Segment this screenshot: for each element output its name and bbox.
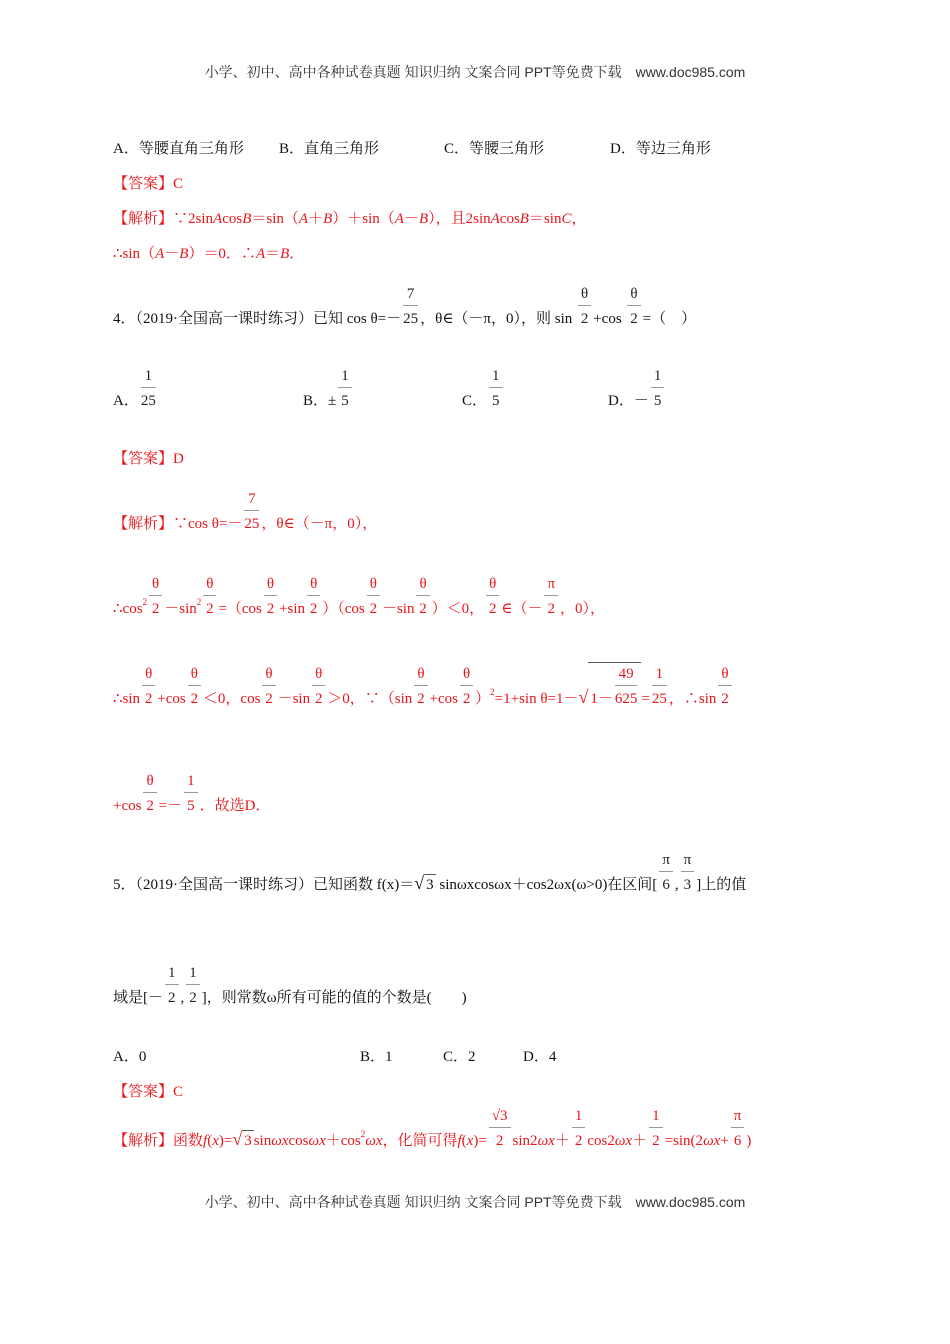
numerator: π	[681, 849, 695, 872]
fraction	[188, 663, 201, 709]
fraction	[489, 365, 503, 411]
text-run: =1+sin θ=1－	[494, 691, 579, 707]
denominator: 2	[266, 601, 275, 617]
numerator: θ	[143, 770, 156, 793]
denominator: 5	[653, 393, 662, 409]
text-run: ]，则常数ω所有可能的值的个数是( )	[201, 990, 467, 1006]
text-run: (	[461, 1133, 467, 1149]
text-run: +cos	[157, 691, 186, 707]
math-variable: A	[255, 246, 266, 262]
denominator: 2	[721, 691, 729, 707]
math-variable: ωx	[365, 1133, 383, 1149]
text-run: =（ ）	[642, 311, 697, 327]
numerator: 1	[141, 365, 156, 388]
fraction	[143, 770, 156, 816]
numerator: θ	[627, 283, 640, 306]
math-variable: A	[298, 211, 309, 227]
denominator: 2	[369, 601, 378, 617]
denominator: 2	[314, 691, 323, 707]
text-run: ），且2sin	[428, 211, 491, 227]
analysis-q4-line2	[113, 573, 605, 619]
numerator: θ	[460, 663, 473, 686]
text-run: －sin	[164, 601, 197, 617]
analysis-q3-line2	[113, 244, 304, 264]
math-variable: B	[323, 211, 333, 227]
text-run: ，θ∈（－π，0），则 sin	[420, 311, 577, 327]
fraction	[186, 962, 200, 1008]
denominator: 2	[309, 601, 318, 617]
denominator: 625	[614, 691, 638, 707]
fraction	[165, 962, 179, 1008]
denominator: 2	[206, 601, 214, 617]
text-run: ∴cos	[113, 601, 143, 617]
math-variable: B	[519, 211, 529, 227]
text-run: ）（cos	[322, 601, 365, 617]
numerator: 1	[651, 365, 665, 388]
text-run: )=	[473, 1133, 487, 1149]
text-run: ＜0，cos	[202, 691, 261, 707]
denominator: 2	[547, 601, 555, 617]
text-run: 域是[－	[113, 990, 163, 1006]
text-run: －	[164, 246, 180, 262]
fraction	[651, 365, 665, 411]
analysis-q4-line3	[113, 662, 734, 709]
text-run: 【答案】C	[113, 1084, 184, 1100]
text-run: B．直角三角形	[279, 141, 380, 157]
numerator: 1	[652, 663, 667, 686]
text-run: sinωxcosωx＋cos2ωx(ω>0)在区间[	[435, 877, 658, 893]
text-run: ，	[571, 211, 587, 227]
text-run: C．2	[443, 1049, 476, 1065]
text-run: ）	[475, 691, 491, 707]
math-variable: C	[561, 211, 572, 227]
text-run: A．	[113, 393, 139, 409]
text-run: ）＝0．∴	[188, 246, 256, 262]
text-run: D．4	[523, 1049, 557, 1065]
fraction	[544, 573, 558, 619]
radicand	[242, 1130, 254, 1151]
fraction	[414, 663, 427, 709]
numerator: θ	[718, 663, 731, 686]
numerator: 1	[184, 770, 198, 793]
text-run: A．等腰直角三角形	[113, 141, 244, 157]
answer-q3	[113, 174, 183, 194]
q5-option-b	[360, 1047, 393, 1067]
numerator: θ	[203, 573, 216, 596]
fraction	[403, 283, 418, 329]
text-run: 【解析】∵cos θ=－	[113, 516, 243, 532]
fraction	[367, 573, 380, 619]
page-footer: 小学、初中、高中各种试卷真题 知识归纳 文案合同 PPT等免费下载 www.doc985.com	[204, 1194, 746, 1210]
text-run: cos	[288, 1133, 309, 1149]
fraction	[486, 573, 499, 619]
math-variable: A	[155, 246, 165, 262]
math-variable: f	[203, 1133, 208, 1149]
denominator: 6	[733, 1133, 742, 1149]
text-run: ＝sin	[528, 211, 562, 227]
text-run: －sin	[381, 601, 415, 617]
superscript: 2	[196, 597, 202, 607]
answer-q5	[113, 1082, 183, 1102]
numerator: θ	[312, 663, 325, 686]
numerator: 1	[572, 1105, 586, 1128]
text-run: =（cos	[218, 601, 262, 617]
fraction	[718, 663, 731, 709]
text-run: )	[746, 1133, 752, 1149]
page-header: 小学、初中、高中各种试卷真题 知识归纳 文案合同 PPT等免费下载 www.doc985.com	[204, 64, 746, 80]
radical-sign-icon: √	[578, 687, 589, 707]
numerator: θ	[578, 283, 591, 306]
fraction	[615, 663, 638, 709]
text-run: +sin	[279, 601, 306, 617]
q4-option-d	[608, 365, 666, 411]
denominator: 2	[146, 798, 154, 814]
text-run: cos	[222, 211, 243, 227]
fraction	[578, 283, 591, 329]
numerator: θ	[149, 573, 162, 596]
denominator: 2	[489, 601, 497, 617]
text-run: cos	[499, 211, 520, 227]
text-run: ）＜0，	[431, 601, 485, 617]
numerator: θ	[307, 573, 320, 596]
math-variable: B	[280, 246, 290, 262]
text-run: ，θ∈（－π，0），	[261, 516, 378, 532]
text-run: ＝	[265, 246, 281, 262]
fraction	[416, 573, 429, 619]
text-run: ，∴sin	[668, 691, 717, 707]
denominator: 2	[630, 311, 638, 327]
numerator: 1	[489, 365, 503, 388]
q5-option-a	[113, 1047, 146, 1067]
option-b	[279, 139, 379, 159]
fraction	[489, 1105, 511, 1151]
text-run: 【解析】函数	[113, 1133, 204, 1149]
math-variable: A	[394, 211, 404, 227]
radicand	[424, 874, 436, 895]
analysis-q5	[113, 1105, 751, 1151]
square-root	[579, 662, 642, 709]
text-run: +cos	[113, 798, 142, 814]
text-run: ,	[180, 990, 185, 1006]
fraction	[262, 663, 275, 709]
denominator: 2	[417, 691, 425, 707]
fraction	[649, 1105, 663, 1151]
text-run: ]上的值	[696, 877, 747, 893]
text-run: ＋cos	[325, 1133, 361, 1149]
text-run: －	[403, 211, 419, 227]
numerator: 1	[186, 962, 200, 985]
numerator: 7	[244, 488, 259, 511]
math-variable: A	[213, 211, 223, 227]
numerator: θ	[414, 663, 427, 686]
numerator: π	[659, 849, 673, 872]
denominator: 25	[244, 516, 260, 532]
text-run: +cos	[429, 691, 458, 707]
text-run: +cos	[593, 311, 626, 327]
math-variable: x	[212, 1133, 219, 1149]
text-run: ，0），	[560, 601, 606, 617]
text-run: ＋	[308, 211, 324, 227]
denominator: 5	[341, 393, 349, 409]
text-run: ．	[289, 246, 305, 262]
denominator: 2	[462, 691, 471, 707]
text-run: 1－	[590, 691, 613, 707]
text-run: D．	[608, 393, 634, 409]
fraction	[572, 1105, 586, 1151]
numerator: √3	[489, 1105, 511, 1128]
fraction	[731, 1105, 745, 1151]
question-4	[113, 283, 696, 329]
denominator: 25	[403, 311, 419, 327]
fraction	[307, 573, 320, 619]
denominator: 2	[419, 601, 427, 617]
analysis-q4-line1	[113, 488, 377, 534]
numerator: 7	[403, 283, 418, 306]
text-run: =	[641, 691, 650, 707]
answer-q4	[113, 449, 184, 469]
text-run: =	[158, 798, 168, 814]
denominator: 2	[190, 691, 199, 707]
option-a	[113, 139, 244, 159]
text-run: ∈（	[501, 601, 528, 617]
text-run: ,	[674, 877, 679, 893]
analysis-q3-line1	[113, 209, 587, 229]
text-run: －	[633, 393, 649, 409]
text-run: 【答案】C	[113, 176, 184, 192]
denominator: 2	[652, 1133, 660, 1149]
math-variable: x	[466, 1133, 474, 1149]
text-run: －	[527, 601, 543, 617]
denominator: 25	[651, 691, 667, 707]
denominator: 2	[168, 990, 176, 1006]
text-run: B．	[303, 393, 329, 409]
text-run: (	[207, 1133, 213, 1149]
fraction	[312, 663, 325, 709]
q5-option-c	[443, 1047, 476, 1067]
question-5-cont	[113, 962, 467, 1008]
text-run: sin2	[512, 1133, 538, 1149]
denominator: 5	[187, 798, 195, 814]
square-root	[414, 873, 435, 895]
text-run: +	[720, 1133, 729, 1149]
numerator: 1	[338, 365, 352, 388]
denominator: 3	[683, 877, 692, 893]
fraction	[659, 849, 673, 895]
numerator: θ	[264, 573, 277, 596]
fraction	[244, 488, 259, 534]
text-run: C．	[462, 393, 488, 409]
denominator: 5	[492, 393, 500, 409]
math-variable: ωx	[703, 1133, 721, 1149]
fraction	[184, 770, 198, 816]
text-run: =sin(2	[664, 1133, 704, 1149]
numerator: θ	[367, 573, 380, 596]
fraction	[141, 365, 156, 411]
denominator: 2	[151, 601, 160, 617]
denominator: 2	[144, 691, 153, 707]
fraction	[627, 283, 640, 329]
text-run: －	[167, 798, 183, 814]
denominator: 25	[140, 393, 156, 409]
math-variable: f	[457, 1133, 462, 1149]
math-variable: ωx	[537, 1133, 555, 1149]
text-run: 【答案】D	[113, 451, 184, 467]
numerator: 1	[165, 962, 179, 985]
math-variable: B	[242, 211, 252, 227]
fraction	[338, 365, 352, 411]
superscript: 2	[490, 687, 495, 697]
denominator: 2	[189, 990, 197, 1006]
text-run: 4．（2019·全国高一课时练习）已知 cos θ=－	[113, 311, 402, 327]
text-run: C．等腰三角形	[444, 141, 545, 157]
text-run: A．0	[113, 1049, 147, 1065]
math-variable: ωx	[308, 1133, 326, 1149]
superscript: 2	[142, 597, 148, 607]
fraction	[460, 663, 473, 709]
text-run: ∴sin（	[113, 246, 156, 262]
math-variable: A	[490, 211, 500, 227]
fraction	[681, 849, 695, 895]
numerator: θ	[416, 573, 429, 596]
text-run: ）＋sin（	[332, 211, 395, 227]
text-run: ＋	[554, 1133, 570, 1149]
text-run: ＝sin（	[251, 211, 299, 227]
math-variable: B	[179, 246, 189, 262]
fraction	[264, 573, 277, 619]
denominator: 6	[662, 877, 670, 893]
denominator: 2	[574, 1133, 583, 1149]
denominator: 2	[265, 691, 273, 707]
numerator: 1	[649, 1105, 663, 1128]
fraction	[652, 663, 667, 709]
numerator: π	[544, 573, 558, 596]
text-run: ±	[328, 393, 337, 409]
q5-option-d	[523, 1047, 556, 1067]
text-run: B．1	[360, 1049, 393, 1065]
text-run: ＋	[632, 1133, 648, 1149]
numerator: θ	[188, 663, 201, 686]
analysis-q4-line4	[113, 770, 270, 816]
superscript: 2	[360, 1129, 366, 1139]
text-run: ∴sin	[113, 691, 141, 707]
text-run: 3	[244, 1133, 252, 1149]
fraction	[149, 573, 162, 619]
numerator: θ	[262, 663, 275, 686]
radical-sign-icon: √	[414, 873, 425, 893]
math-variable: B	[418, 211, 429, 227]
numerator: π	[731, 1105, 745, 1128]
q4-option-b	[303, 365, 354, 411]
q4-option-a	[113, 365, 158, 411]
text-run: 5．（2019·全国高一课时练习）已知函数 f(x)＝	[113, 877, 415, 893]
fraction	[142, 663, 155, 709]
option-c	[444, 139, 544, 159]
text-run: D．等边三角形	[610, 141, 711, 157]
text-run: ，化简可得	[382, 1133, 458, 1149]
radical-sign-icon: √	[232, 1129, 243, 1149]
math-variable: ωx	[271, 1133, 289, 1149]
radicand	[588, 662, 641, 709]
text-run: ．故选D．	[199, 798, 271, 814]
text-run: －sin	[277, 691, 311, 707]
option-d	[610, 139, 711, 159]
numerator: θ	[142, 663, 155, 686]
text-run: 3	[426, 877, 434, 893]
denominator: 2	[495, 1133, 504, 1149]
text-run: 【解析】∵2sin	[113, 211, 214, 227]
text-run: cos2	[587, 1133, 615, 1149]
q4-option-c	[462, 365, 505, 411]
text-run: ＞0，∵（sin	[327, 691, 413, 707]
question-5	[113, 849, 746, 895]
text-run: )=	[218, 1133, 233, 1149]
numerator: 49	[615, 663, 638, 686]
denominator: 2	[580, 311, 589, 327]
fraction	[203, 573, 216, 619]
square-root	[232, 1129, 253, 1151]
numerator: θ	[486, 573, 499, 596]
text-run: sin	[253, 1133, 272, 1149]
math-variable: ωx	[614, 1133, 633, 1149]
